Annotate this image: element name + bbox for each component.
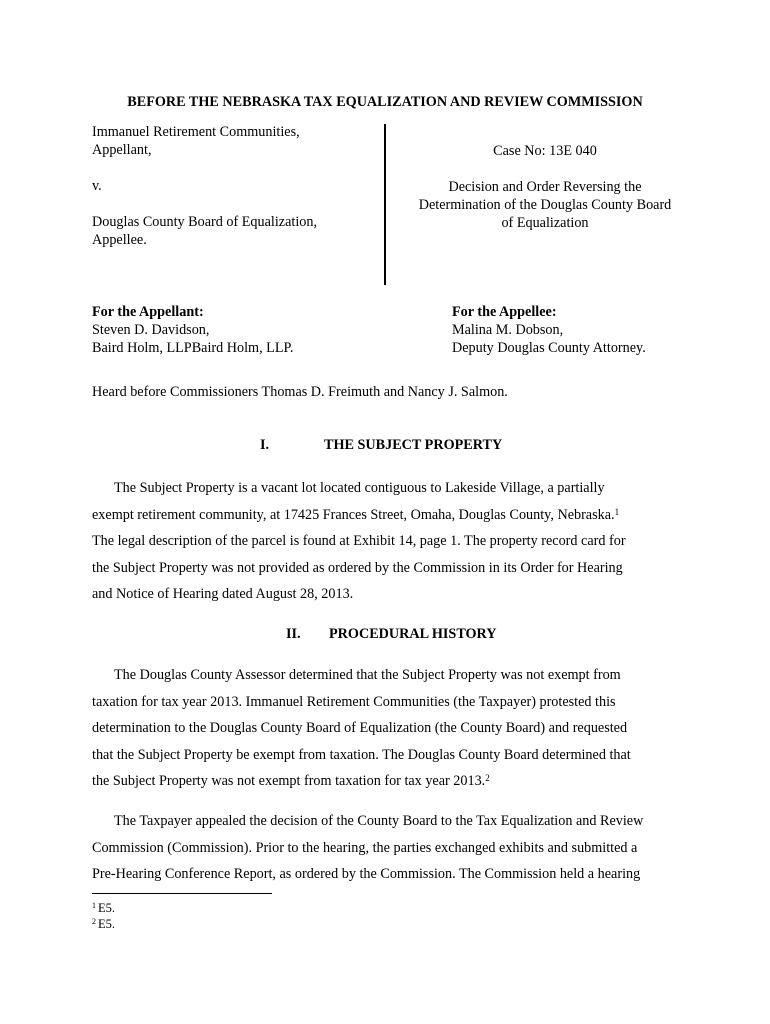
paragraph-line: Pre-Hearing Conference Report, as ordered by the Commission. The Commission held a hearing: [92, 866, 641, 883]
section-2-title: PROCEDURAL HISTORY: [329, 626, 497, 642]
appellee-role: Appellee.: [92, 232, 147, 248]
paragraph-line: that the Subject Property be exempt from taxation. The Douglas County Board determined that: [92, 746, 631, 763]
appellant-counsel-line: Baird Holm, LLPBaird Holm, LLP.: [92, 340, 294, 356]
decision-title: [400, 178, 690, 232]
paragraph-line: Commission (Commission). Prior to the hearing, the parties exchanged exhibits and submitted a: [92, 839, 638, 856]
case-caption-parties: [92, 123, 372, 249]
footnote-item: $^1$ E5.: [92, 901, 116, 915]
appellant-counsel: [92, 303, 293, 357]
appellee-counsel-label: For the Appellee:: [452, 304, 557, 320]
paragraph-line: The legal description of the parcel is found at Exhibit 14, page 1. The property record card for: [92, 533, 626, 550]
paragraph-line: the Subject Property was not provided as ordered by the Commission in its Order for Hearing: [92, 559, 623, 576]
paragraph-line: The Taxpayer appealed the decision of the County Board to the Tax Equalization and Review: [114, 813, 644, 829]
paragraph-line: The Subject Property is a vacant lot located contiguous to Lakeside Village, a partially: [114, 480, 605, 496]
section-2-paragraph-1: [92, 662, 684, 795]
paragraph-line: and Notice of Hearing dated August 28, 2013.: [92, 586, 354, 603]
decision-line: of Equalization: [501, 215, 589, 231]
appellee-counsel-line: Malina M. Dobson,: [452, 322, 564, 338]
versus-label: v.: [92, 178, 102, 194]
decision-line: Determination of the Douglas County Board: [418, 197, 672, 213]
section-2-paragraph-2: [92, 808, 684, 888]
appellant-counsel-label: For the Appellant:: [92, 304, 204, 320]
footnote-item: $^2$ E5.: [92, 917, 116, 931]
footnote-ref-2[interactable]: 2: [485, 773, 490, 784]
paragraph-line: determination to the Douglas County Board of Equalization (the County Board) and requested: [92, 720, 628, 737]
paragraph-line: The Douglas County Assessor determined that the Subject Property was not exempt from: [114, 667, 621, 683]
section-1-title: THE SUBJECT PROPERTY: [324, 437, 503, 453]
appellant-name: Immanuel Retirement Communities,: [92, 124, 300, 140]
appellee-name: Douglas County Board of Equalization,: [92, 214, 317, 230]
appellant-counsel-line: Steven D. Davidson,: [92, 322, 210, 338]
caption-divider: [384, 124, 386, 285]
section-1-number: I.: [260, 437, 270, 453]
appellee-counsel: [452, 303, 646, 357]
paragraph-line: the Subject Property was not exempt from taxation for tax year 2013.$^2$: [92, 773, 490, 790]
commission-heading: BEFORE THE NEBRASKA TAX EQUALIZATION AND REVIEW COMMISSION: [127, 94, 643, 110]
decision-line: Decision and Order Reversing the: [448, 179, 642, 195]
heard-before-statement: Heard before Commissioners Thomas D. Freimuth and Nancy J. Salmon.: [92, 384, 508, 400]
section-1-paragraph: [92, 475, 684, 608]
case-number: Case No: 13E 040: [493, 143, 597, 159]
appellee-counsel-line: Deputy Douglas County Attorney.: [452, 340, 646, 356]
footnote-ref-1[interactable]: 1: [614, 506, 620, 517]
footnote-divider: [92, 893, 272, 894]
paragraph-line: exempt retirement community, at 17425 Frances Street, Omaha, Douglas County, Nebraska.$^1$: [92, 506, 620, 523]
footnotes: [92, 900, 115, 932]
appellant-role: Appellant,: [92, 142, 152, 158]
section-2-number: II.: [286, 626, 301, 642]
paragraph-line: taxation for tax year 2013. Immanuel Retirement Communities (the Taxpayer) protested this: [92, 693, 616, 710]
